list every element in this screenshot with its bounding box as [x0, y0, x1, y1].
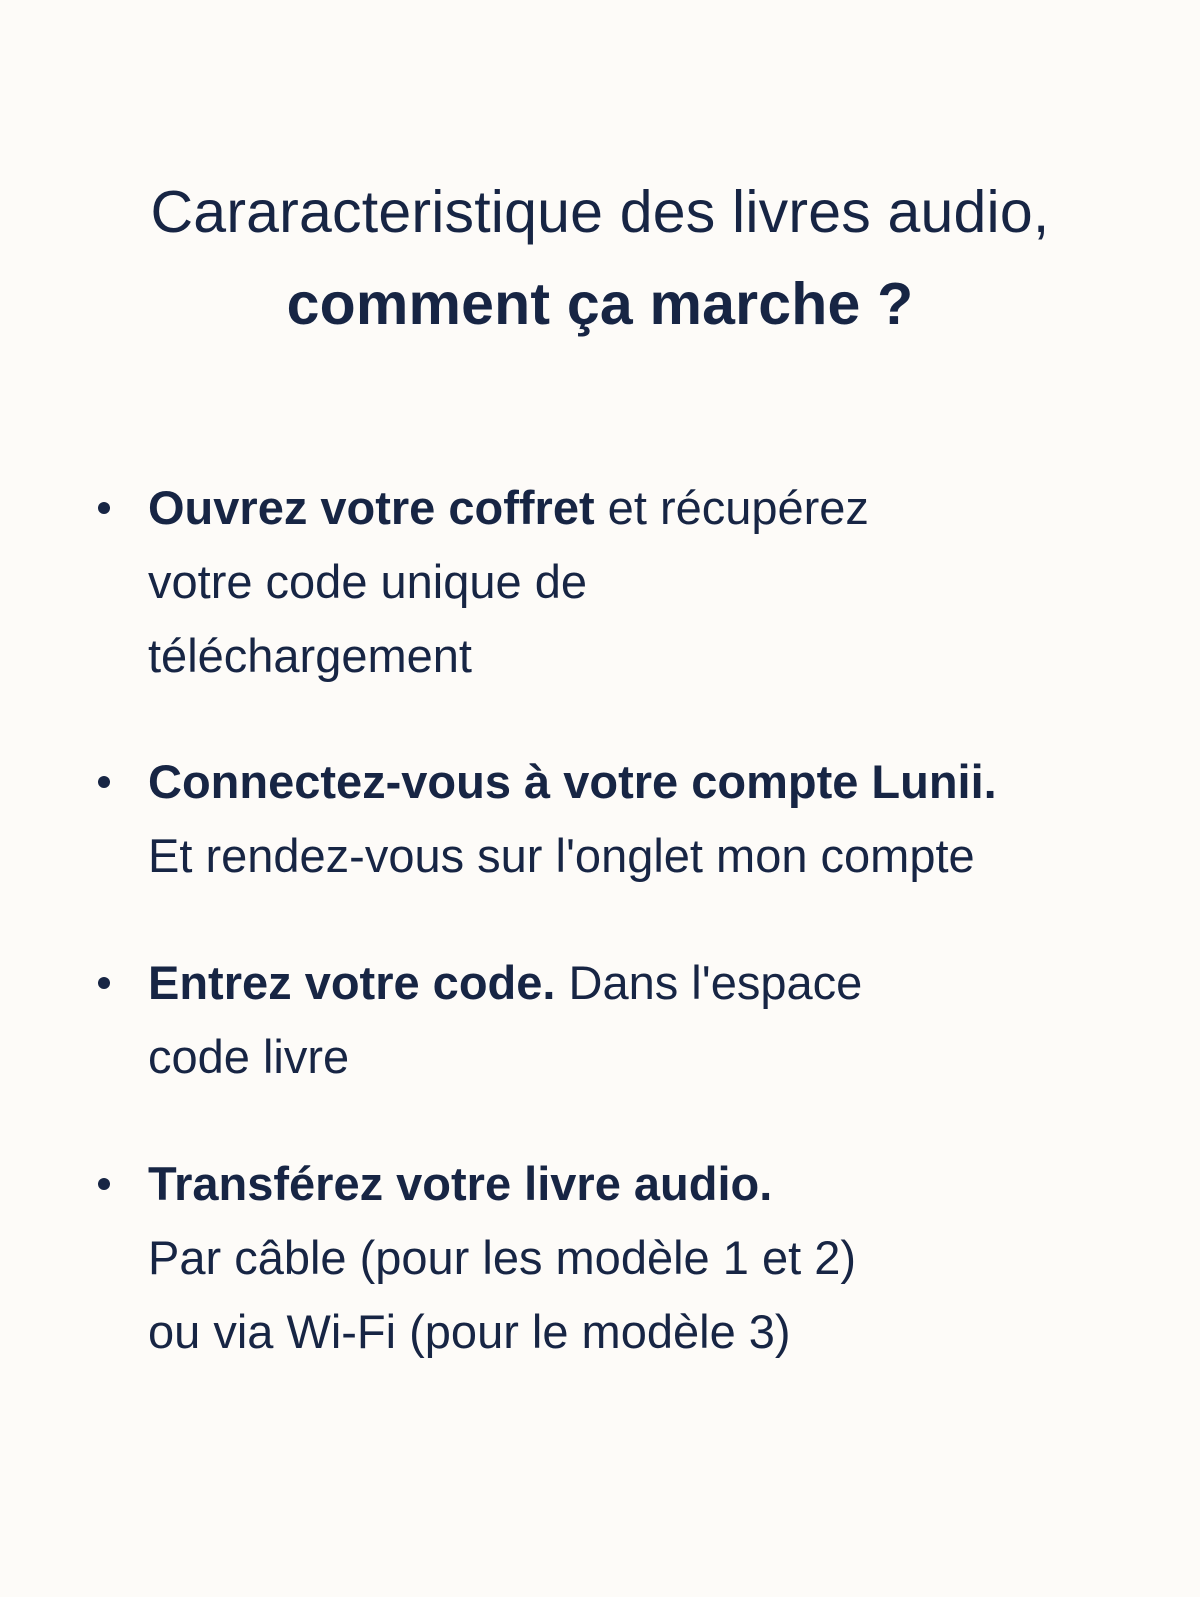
step-line: téléchargement [148, 629, 472, 682]
step-transfer-audiobook [148, 1147, 1158, 1369]
step-bold-text: Ouvrez votre coffret [148, 481, 595, 534]
step-first-line [148, 946, 1158, 1020]
page-title [0, 166, 1200, 350]
step-first-line [148, 471, 1158, 545]
step-open-box [148, 471, 1158, 693]
step-line: Et rendez-vous sur l'onglet mon compte [148, 829, 975, 882]
step-first-line [148, 1147, 1158, 1221]
step-line: code livre [148, 1030, 350, 1083]
step-line: Par câble (pour les modèle 1 et 2) [148, 1231, 856, 1284]
step-bold-text: Transférez votre livre audio. [148, 1157, 773, 1210]
step-regular-text: et récupérez [594, 481, 869, 534]
bullet-icon [98, 502, 110, 514]
bullet-icon [98, 1178, 110, 1190]
step-regular-text: Dans l'espace [555, 956, 863, 1009]
bullet-icon [98, 977, 110, 989]
step-line: votre code unique de [148, 555, 587, 608]
step-connect-account [148, 745, 1158, 893]
title-line-regular: Cararacteristique des livres audio, [150, 179, 1050, 245]
step-line: ou via Wi-Fi (pour le modèle 3) [148, 1305, 791, 1358]
step-first-line [148, 745, 1158, 819]
bullet-icon [98, 776, 110, 788]
step-bold-text: Entrez votre code. [148, 956, 556, 1009]
step-bold-text: Connectez-vous à votre compte Lunii. [148, 755, 997, 808]
title-line-bold: comment ça marche ? [286, 271, 914, 337]
step-enter-code [148, 946, 1158, 1094]
